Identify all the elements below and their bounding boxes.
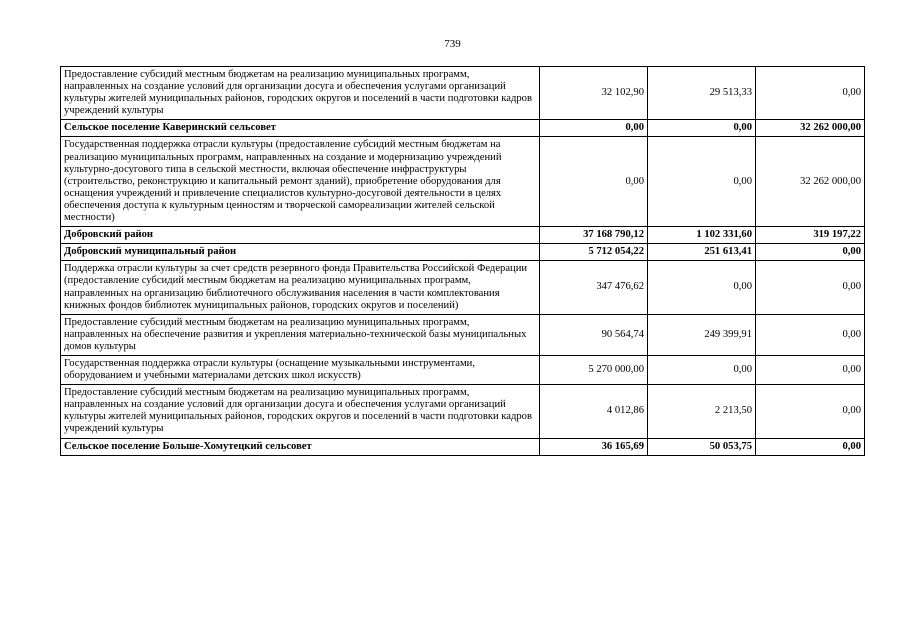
table-row — [61, 355, 865, 384]
row-value-2: 29 513,33 — [648, 67, 756, 120]
row-description: Сельское поселение Каверинский сельсовет — [61, 120, 540, 137]
table-row — [61, 385, 865, 438]
row-value-1: 90 564,74 — [540, 314, 648, 355]
row-description: Добровский муниципальный район — [61, 244, 540, 261]
row-value-3: 0,00 — [756, 314, 865, 355]
row-value-2: 1 102 331,60 — [648, 227, 756, 244]
section-header-row — [61, 227, 865, 244]
row-value-3: 32 262 000,00 — [756, 137, 865, 227]
table-row — [61, 314, 865, 355]
row-value-1: 5 270 000,00 — [540, 355, 648, 384]
page-number: 739 — [444, 38, 461, 50]
row-value-3: 0,00 — [756, 67, 865, 120]
row-description: Предоставление субсидий местным бюджетам на реализацию муниципальных программ, направленных на обеспечение развития и укрепления материально-технической базы муниципальных домов культуры — [61, 314, 540, 355]
row-value-1: 36 165,69 — [540, 438, 648, 455]
row-description: Сельское поселение Больше-Хомутецкий сельсовет — [61, 438, 540, 455]
row-value-2: 251 613,41 — [648, 244, 756, 261]
row-value-2: 2 213,50 — [648, 385, 756, 438]
section-header-row — [61, 120, 865, 137]
budget-table-body — [61, 67, 865, 456]
row-value-3: 0,00 — [756, 438, 865, 455]
row-value-3: 0,00 — [756, 385, 865, 438]
row-value-3: 32 262 000,00 — [756, 120, 865, 137]
row-value-1: 4 012,86 — [540, 385, 648, 438]
row-value-1: 37 168 790,12 — [540, 227, 648, 244]
row-value-1: 5 712 054,22 — [540, 244, 648, 261]
row-description: Предоставление субсидий местным бюджетам на реализацию муниципальных программ, направленных на создание условий для организации досуга и обеспечения услугами организаций культуры жителей муниципальных районов, городских округов и поселений в части подготовки кадров учреждений культуры — [61, 385, 540, 438]
row-description: Государственная поддержка отрасли культуры (оснащение музыкальными инструментами, оборудованием и учебными материалами детских школ искусств) — [61, 355, 540, 384]
row-value-2: 0,00 — [648, 261, 756, 314]
section-header-row — [61, 244, 865, 261]
section-header-row — [61, 438, 865, 455]
row-value-1: 0,00 — [540, 120, 648, 137]
row-value-1: 347 476,62 — [540, 261, 648, 314]
table-row — [61, 137, 865, 227]
row-value-3: 319 197,22 — [756, 227, 865, 244]
row-value-2: 0,00 — [648, 137, 756, 227]
row-description: Государственная поддержка отрасли культуры (предоставление субсидий местным бюджетам на реализацию муниципальных программ, направленных на создание и модернизацию учреждений культурно-досугового типа в сельской местности, включая обеспечение инфраструктуры (строительство, реконструкцию и капитальный ремонт зданий), приобретение оборудования для оснащения учреждений и привлечение специалистов культурно-досуговой деятельности в целях обеспечения доступа к культурным ценностям и творческой самореализации жителей сельской местности) — [61, 137, 540, 227]
row-value-3: 0,00 — [756, 244, 865, 261]
row-description: Поддержка отрасли культуры за счет средств резервного фонда Правительства Российской Федерации (предоставление субсидий местным бюджетам на реализацию муниципальных программ, направленных на организацию библиотечного обслуживания населения в части комплектования книжных фондов библиотек муниципальных районов, городских округов и поселений) — [61, 261, 540, 314]
row-description: Предоставление субсидий местным бюджетам на реализацию муниципальных программ, направленных на создание условий для организации досуга и обеспечения услугами организаций культуры жителей муниципальных районов, городских округов и поселений в части подготовки кадров учреждений культуры — [61, 67, 540, 120]
row-value-3: 0,00 — [756, 261, 865, 314]
row-value-2: 0,00 — [648, 120, 756, 137]
row-value-2: 50 053,75 — [648, 438, 756, 455]
budget-table — [60, 66, 865, 456]
row-value-2: 249 399,91 — [648, 314, 756, 355]
row-value-1: 0,00 — [540, 137, 648, 227]
row-value-2: 0,00 — [648, 355, 756, 384]
row-value-1: 32 102,90 — [540, 67, 648, 120]
table-row — [61, 67, 865, 120]
row-description: Добровский район — [61, 227, 540, 244]
row-value-3: 0,00 — [756, 355, 865, 384]
table-row — [61, 261, 865, 314]
